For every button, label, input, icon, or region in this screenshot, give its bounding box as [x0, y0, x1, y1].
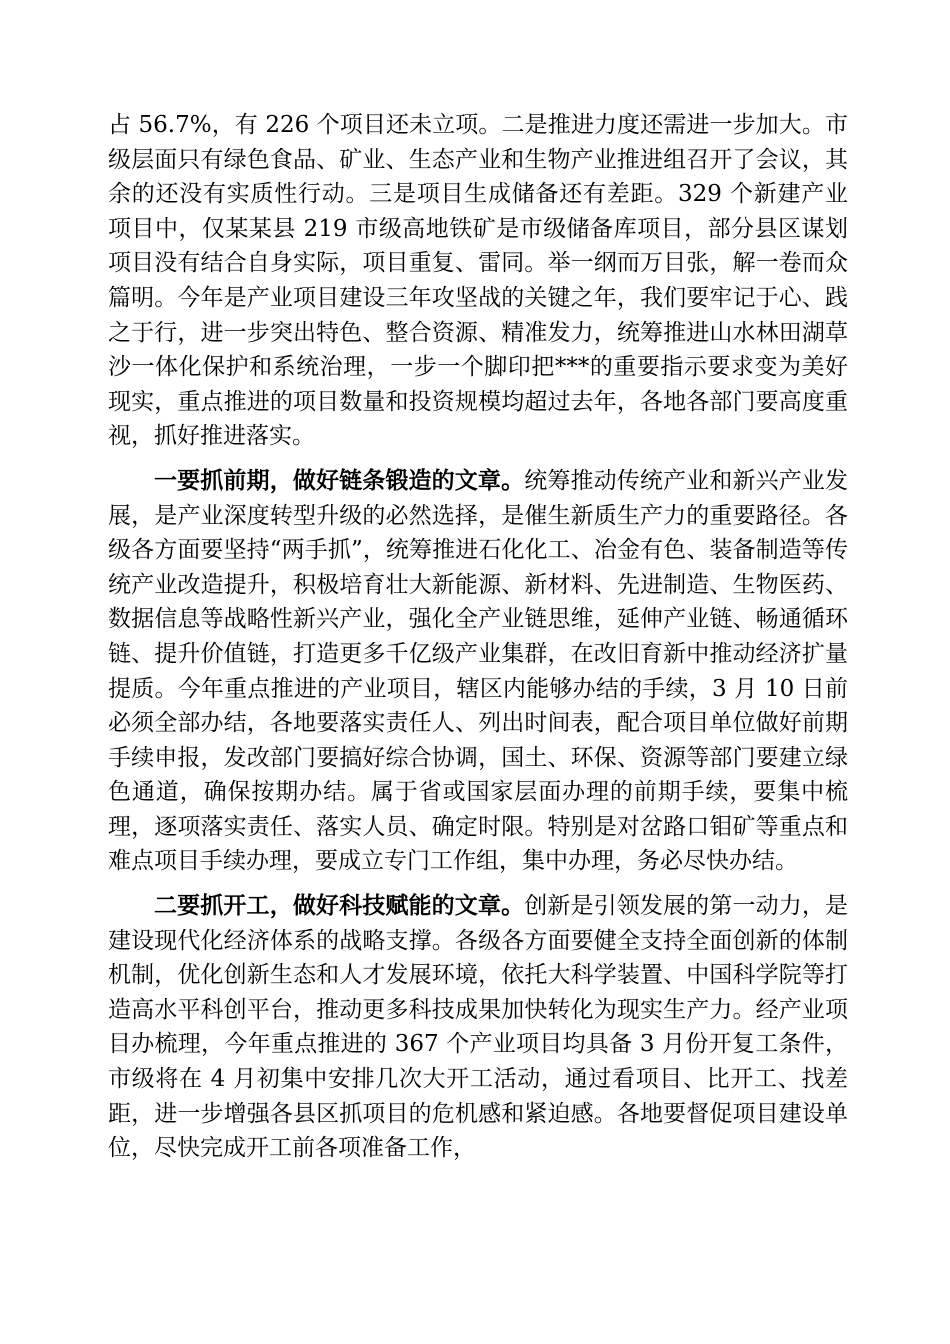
paragraph-2-text: 统筹推动传统产业和新兴产业发展，是产业深度转型升级的必然选择，是催生新质生产力的重要路径。各级各方面要坚持“两手抓”，统筹推进石化化工、冶金有色、装备制造等传统产业改造提升，积极培育壮大新能源、新材料、先进制造、生物医药、数据信息等战略性新兴产业，强化全产业链思维，延伸产业链、畅通循环链、提升价值链，打造更多千亿级产业集群，在改旧育新中推动经济扩量提质。今年重点推进的产业项目，辖区内能够办结的手续，3 月 10 日前必须全部办结，各地要落实责任人、列出时间表，配合项目单位做好前期手续申报，发改部门要搞好综合协调，国土、环保、资源等部门要建立绿色通道，确保按期办结。属于省或国家层面办理的前期手续，要集中梳理，逐项落实责任、落实人员、确定时限。特别是对岔路口钼矿等重点和难点项目手续办理，要成立专门工作组，集中办理，务必尽快办结。: [108, 467, 849, 875]
paragraph-3: [108, 889, 848, 1166]
document-page: [108, 108, 848, 1166]
paragraph-1-text: 占 56.7%，有 226 个项目还未立项。二是推进力度还需进一步加大。市级层面只有绿色食品、矿业、生态产业和生物产业推进组召开了会议，其余的还没有实质性行动。三是项目生成储备还有差距。329 个新建产业项目中，仅某某县 219 市级高地铁矿是市级储备库项目，部分县区谋划项目没有结合自身实际，项目重复、雷同。举一纲而万目张，解一卷而众篇明。今年是产业项目建设三年攻坚战的关键之年，我们要牢记于心、践之于行，进一步突出特色、整合资源、精准发力，统筹推进山水林田湖草沙一体化保护和系统治理，一步一个脚印把***的重要指示要求变为美好现实，重点推进的项目数量和投资规模均超过去年，各地各部门要高度重视，抓好推进落实。: [108, 112, 848, 450]
paragraph-3-heading: 二要抓开工，做好科技赋能的文章。: [154, 893, 525, 920]
paragraph-3-text: 创新是引领发展的第一动力，是建设现代化经济体系的战略支撑。各级各方面要健全支持全面创新的体制机制，优化创新生态和人才发展环境，依托大科学装置、中国科学院等打造高水平科创平台，推动更多科技成果加快转化为现实生产力。经产业项目办梳理，今年重点推进的 367 个产业项目均具备 3 月份开复工条件，市级将在 4 月初集中安排几次大开工活动，通过看项目、比开工、找差距，进一步增强各县区抓项目的危机感和紧迫感。各地要督促项目建设单位，尽快完成开工前各项准备工作，: [108, 893, 849, 1162]
paragraph-1: [108, 108, 848, 454]
paragraph-2-heading: 一要抓前期，做好链条锻造的文章。: [154, 467, 525, 494]
paragraph-2: [108, 464, 848, 879]
